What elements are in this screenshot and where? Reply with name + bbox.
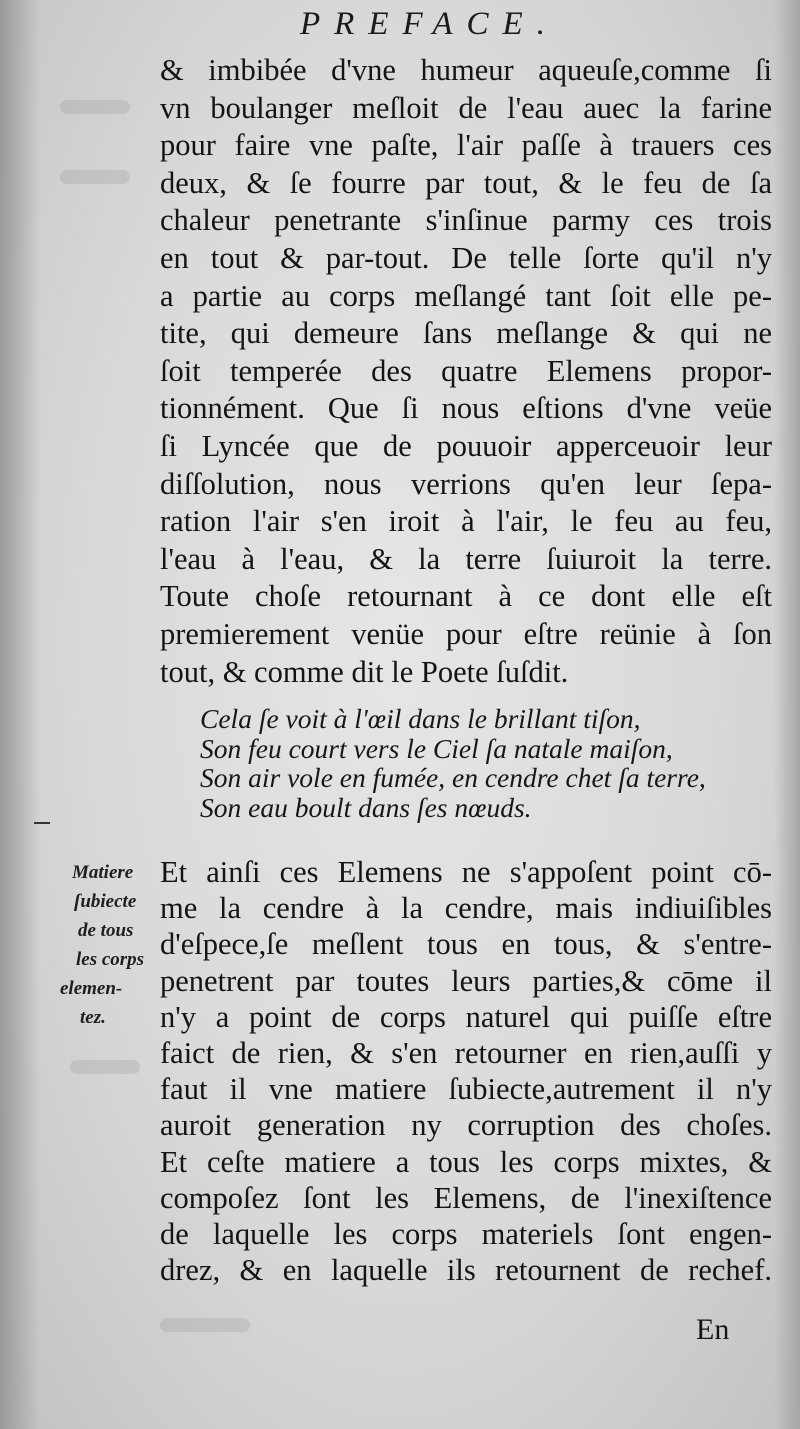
margin-note-line: Matiere — [72, 862, 134, 883]
text-line: en tout & par-tout. De telle ſorte qu'il n'y — [160, 240, 772, 275]
text-line: l'eau à l'eau, & la terre ſuiuroit la terre. — [160, 541, 772, 576]
text-line: me la cendre à la cendre, mais indiuiſibles — [160, 891, 772, 926]
verse-line: Cela ſe voit à l'œil dans le brillant tiſon, — [200, 703, 641, 734]
text-line: a partie au corps meſlangé tant ſoit elle pe- — [160, 278, 772, 313]
text-line: Toute choſe retournant à ce dont elle eſt — [160, 579, 772, 614]
text-line: pour faire vne paſte, l'air paſſe à trauers ces — [160, 128, 772, 163]
catchword: En — [696, 1313, 730, 1346]
text-line: auroit generation ny corruption des choſes. — [160, 1108, 772, 1143]
text-line: tionnément. Que ſi nous eſtions d'vne veüe — [160, 391, 772, 426]
text-line: tout, & comme dit le Poete ſuſdit. — [160, 654, 569, 689]
show-through-mark — [60, 170, 130, 184]
text-line: diſſolution, nous verrions qu'en leur ſepa- — [160, 466, 772, 501]
text-line: ſoit temperée des quatre Elemens propor- — [160, 353, 772, 388]
verse-line: Son air vole en fumée, en cendre chet ſa terre, — [200, 762, 706, 793]
running-title: PREFACE. — [300, 6, 559, 42]
show-through-mark — [70, 1060, 140, 1074]
page-edge-shadow — [774, 0, 800, 1429]
text-line: tite, qui demeure ſans meſlange & qui ne — [160, 316, 772, 351]
show-through-mark — [60, 100, 130, 114]
text-line: ſi Lyncée que de pouuoir apperceuoir leur — [160, 428, 772, 463]
margin-note-line: les corps — [76, 949, 145, 970]
text-line: chaleur penetrante s'inſinue parmy ces trois — [160, 203, 772, 238]
margin-note-line: ſubiecte — [74, 891, 137, 912]
text-line: ration l'air s'en iroit à l'air, le feu au feu, — [160, 504, 772, 539]
text-line: Et ceſte matiere a tous les corps mixtes, & — [160, 1144, 772, 1179]
text-line: premierement venüe pour eſtre reünie à ſon — [160, 616, 772, 651]
paragraph-1 — [160, 52, 772, 691]
text-line: d'eſpece,ſe meſlent tous en tous, & s'entre- — [160, 927, 772, 962]
margin-dash — [34, 822, 50, 824]
text-line: penetrent par toutes leurs parties,& cōme il — [160, 963, 772, 998]
margin-note-line: elemen- — [60, 978, 123, 999]
text-line: & imbibée d'vne humeur aqueuſe,comme ſi — [160, 53, 772, 87]
text-line: deux, & ſe fourre par tout, & le feu de ſa — [160, 165, 772, 200]
verse-line: Son feu court vers le Ciel ſa natale maiſon, — [200, 732, 673, 764]
text-line: Et ainſi ces Elemens ne s'appoſent point cō- — [160, 855, 772, 889]
show-through-mark — [160, 1318, 250, 1332]
margin-note-line: de tous — [78, 920, 134, 941]
paragraph-2 — [160, 854, 772, 1288]
verse-line: Son eau boult dans ſes nœuds. — [200, 791, 532, 823]
text-line: compoſez ſont les Elemens, de l'inexiſtence — [160, 1180, 772, 1215]
marginal-note — [58, 858, 158, 1032]
text-line: vn boulanger meſloit de l'eau auec la farine — [160, 90, 772, 125]
text-line: faict de rien, & s'en retourner en rien,auſſi y — [160, 1035, 772, 1070]
text-line: drez, & en laquelle ils retournent de rechef. — [160, 1253, 772, 1288]
verse-quotation — [200, 704, 770, 822]
page-gutter-shadow — [0, 0, 40, 1429]
margin-note-line: tez. — [80, 1007, 106, 1028]
text-line: n'y a point de corps naturel qui puiſſe eſtre — [160, 999, 772, 1034]
text-line: de laquelle les corps materiels ſont engen- — [160, 1216, 772, 1251]
text-line: faut il vne matiere ſubiecte,autrement il n'y — [160, 1072, 772, 1107]
